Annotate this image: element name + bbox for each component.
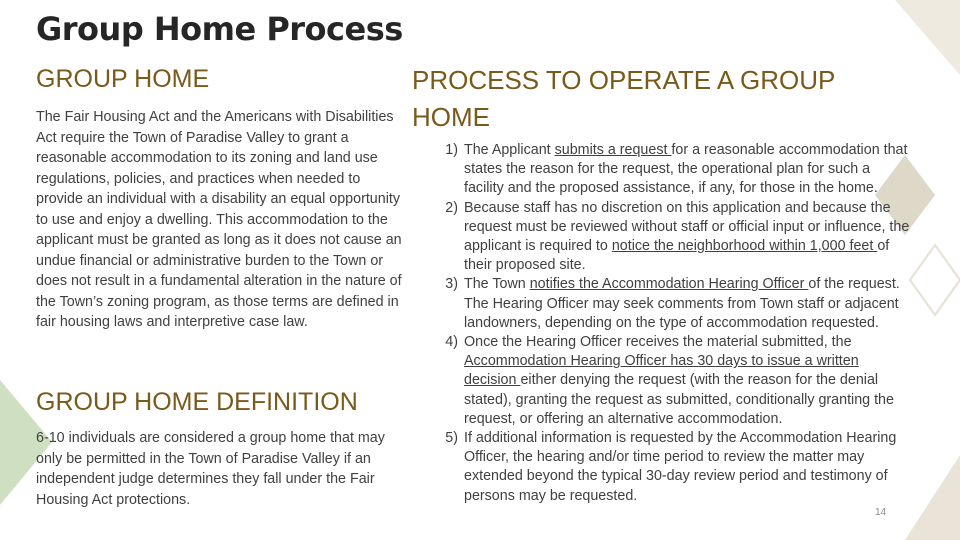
- process-steps-list: [430, 141, 912, 506]
- step-text: Because staff has no discretion on this application and because the request must be reviewed without staff or official input or influence, the applicant is required to: [464, 199, 910, 255]
- step-number: 3): [445, 276, 458, 293]
- process-step: [430, 275, 912, 333]
- step-number: 1): [445, 142, 458, 158]
- process-step: [430, 429, 912, 506]
- step-text: either denying the request (with the reason for the denial stated), granting the request as submitted, conditionally granting the request, or offering an alternative accommodation.: [464, 372, 894, 427]
- process-step: [430, 333, 912, 429]
- group-home-definition-paragraph: 6-10 individuals are considered a group home that may only be permitted in the Town of Paradise Valley if an independent judge determines they fall under the Fair Housing Act protections.: [36, 430, 385, 508]
- step-text: for a reasonable accommodation that states the reason for the request, the operational plan for such a facility and the proposed assistance, if any, for those in the home.: [464, 142, 908, 197]
- step-text-underlined: submits a request: [554, 142, 672, 158]
- group-home-paragraph: The Fair Housing Act and the Americans with Disabilities Act require the Town of Paradise Valley to grant a reasonable accommodation to its zoning and land use regulations, policies, and practices when needed to provide an individual with a disability an equal opportunity to use and enjoy a dwelling. This accommodation to the applicant must be granted as long as it does not cause an undue financial or administrative burden to the Town or does not result in a fundamental alteration in the nature of the Town’s zoning program, as those terms are defined in fair housing laws and interpretive case law.: [36, 109, 402, 330]
- step-text: Once the Hearing Officer receives the material submitted, the: [464, 334, 852, 351]
- slide-title: Group Home Process: [36, 10, 403, 48]
- bottom-right-triangle-shape: [905, 455, 960, 540]
- step-number: 2): [445, 199, 458, 216]
- step-text: The Town: [464, 276, 530, 293]
- right-diamond-outline-shape: [910, 245, 960, 315]
- step-number: 4): [445, 334, 458, 351]
- step-text: of the request. The Hearing Officer may seek comments from Town staff or adjacent landowners, depending on the type of accommodation requested.: [464, 276, 900, 331]
- process-heading: PROCESS TO OPERATE A GROUP HOME: [412, 65, 835, 132]
- step-text-underlined: notifies the Accommodation Hearing Officer: [529, 276, 809, 293]
- step-text-underlined: Accommodation Hearing Officer has 30 days to issue a written decision: [464, 353, 859, 389]
- step-number: 5): [445, 430, 458, 447]
- group-home-definition-heading: GROUP HOME DEFINITION: [36, 388, 358, 416]
- step-text: If additional information is requested by the Accommodation Hearing Officer, the hearing and/or time period to review the matter may extended beyond the typical 30-day review period and testimony of persons may be requested.: [464, 430, 897, 504]
- process-step: [430, 199, 912, 276]
- step-text: of their proposed site.: [464, 238, 890, 274]
- group-home-heading: GROUP HOME: [36, 65, 210, 93]
- page-number: 14: [875, 507, 887, 518]
- step-text: The Applicant: [464, 142, 555, 158]
- process-step: [430, 141, 912, 199]
- top-right-triangle-shape: [895, 0, 960, 75]
- step-text-underlined: notice the neighborhood within 1,000 feet: [611, 238, 878, 255]
